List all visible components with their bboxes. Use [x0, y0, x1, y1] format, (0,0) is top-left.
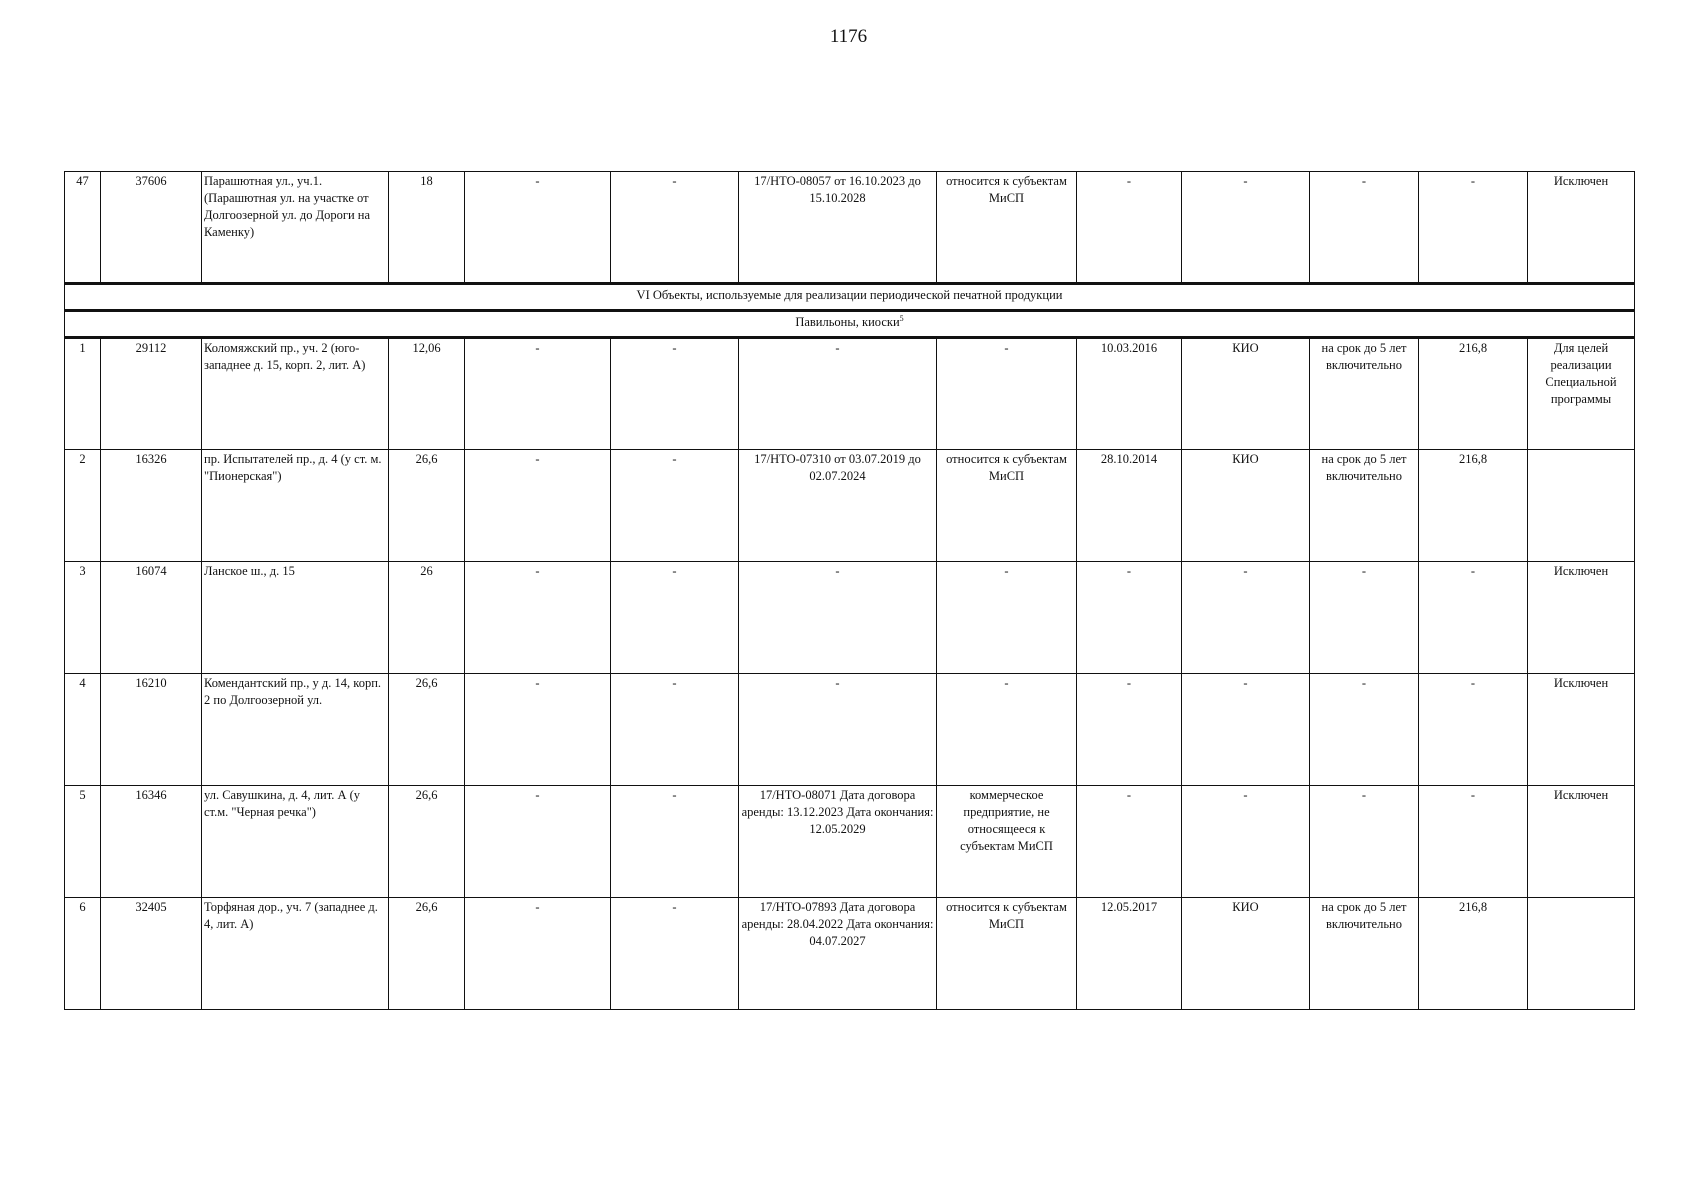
table-row [65, 338, 1635, 450]
cell-note [1528, 898, 1635, 1010]
footnote-mark: 5 [899, 314, 904, 323]
section-subtitle [65, 311, 1635, 338]
cell-category: - [937, 674, 1077, 786]
cell-code: 16346 [101, 786, 202, 898]
cell-date: - [1077, 562, 1182, 674]
cell-address: Ланское ш., д. 15 [202, 562, 389, 674]
cell-contract: - [739, 674, 937, 786]
cell-code: 16326 [101, 450, 202, 562]
cell-note: Для целей реализации Специальной программы [1528, 338, 1635, 450]
cell-category: относится к субъектам МиСП [937, 172, 1077, 284]
table-row [65, 562, 1635, 674]
cell-date: 28.10.2014 [1077, 450, 1182, 562]
page-number: 1176 [829, 26, 868, 47]
cell-contract: 17/НТО-08057 от 16.10.2023 до 15.10.2028 [739, 172, 937, 284]
cell-term: - [1310, 172, 1419, 284]
cell-fee: - [1419, 786, 1528, 898]
cell-col5: - [465, 674, 611, 786]
cell-address: пр. Испытателей пр., д. 4 (у ст. м. "Пионерская") [202, 450, 389, 562]
cell-org: - [1182, 172, 1310, 284]
cell-category: относится к субъектам МиСП [937, 898, 1077, 1010]
cell-col6: - [611, 172, 739, 284]
cell-address: Комендантский пр., у д. 14, корп. 2 по Долгоозерной ул. [202, 674, 389, 786]
cell-date: 10.03.2016 [1077, 338, 1182, 450]
cell-contract: 17/НТО-08071 Дата договора аренды: 13.12.2023 Дата окончания: 12.05.2029 [739, 786, 937, 898]
cell-area: 26,6 [389, 898, 465, 1010]
cell-org: - [1182, 786, 1310, 898]
cell-col5: - [465, 338, 611, 450]
cell-org: КИО [1182, 450, 1310, 562]
cell-term: - [1310, 786, 1419, 898]
cell-org: КИО [1182, 898, 1310, 1010]
cell-col5: - [465, 562, 611, 674]
table-row [65, 450, 1635, 562]
cell-note [1528, 450, 1635, 562]
cell-date: - [1077, 172, 1182, 284]
cell-category: - [937, 338, 1077, 450]
cell-term: - [1310, 562, 1419, 674]
section-title: VI Объекты, используемые для реализации периодической печатной продукции [65, 284, 1635, 311]
cell-fee: - [1419, 674, 1528, 786]
cell-col5: - [465, 898, 611, 1010]
cell-col6: - [611, 898, 739, 1010]
cell-fee: 216,8 [1419, 898, 1528, 1010]
cell-code: 37606 [101, 172, 202, 284]
cell-note: Исключен [1528, 172, 1635, 284]
cell-area: 26 [389, 562, 465, 674]
cell-org: - [1182, 674, 1310, 786]
cell-col6: - [611, 338, 739, 450]
registry-table [64, 171, 1635, 1010]
cell-fee: - [1419, 562, 1528, 674]
cell-date: - [1077, 786, 1182, 898]
section-subtitle-text: Павильоны, киоски [795, 315, 900, 330]
cell-number: 47 [65, 172, 101, 284]
cell-address: Парашютная ул., уч.1. (Парашютная ул. на участке от Долгоозерной ул. до Дороги на Каменку) [202, 172, 389, 284]
cell-note: Исключен [1528, 786, 1635, 898]
section-title-row [65, 284, 1635, 311]
cell-address: Торфяная дор., уч. 7 (западнее д. 4, лит. А) [202, 898, 389, 1010]
cell-contract: 17/НТО-07310 от 03.07.2019 до 02.07.2024 [739, 450, 937, 562]
cell-area: 18 [389, 172, 465, 284]
cell-note: Исключен [1528, 674, 1635, 786]
cell-date: - [1077, 674, 1182, 786]
cell-term: на срок до 5 лет включительно [1310, 338, 1419, 450]
cell-col5: - [465, 172, 611, 284]
cell-category: - [937, 562, 1077, 674]
cell-area: 26,6 [389, 674, 465, 786]
cell-fee: 216,8 [1419, 338, 1528, 450]
cell-fee: 216,8 [1419, 450, 1528, 562]
cell-term: - [1310, 674, 1419, 786]
cell-area: 12,06 [389, 338, 465, 450]
cell-number: 6 [65, 898, 101, 1010]
cell-number: 2 [65, 450, 101, 562]
cell-code: 16210 [101, 674, 202, 786]
cell-col6: - [611, 674, 739, 786]
cell-col6: - [611, 786, 739, 898]
table-row [65, 898, 1635, 1010]
cell-number: 4 [65, 674, 101, 786]
cell-col5: - [465, 450, 611, 562]
cell-category: коммерческое предприятие, не относящееся к субъектам МиСП [937, 786, 1077, 898]
cell-org: - [1182, 562, 1310, 674]
cell-note: Исключен [1528, 562, 1635, 674]
cell-number: 3 [65, 562, 101, 674]
cell-col6: - [611, 450, 739, 562]
cell-address: ул. Савушкина, д. 4, лит. А (у ст.м. "Черная речка") [202, 786, 389, 898]
cell-area: 26,6 [389, 450, 465, 562]
cell-contract: - [739, 562, 937, 674]
cell-number: 5 [65, 786, 101, 898]
cell-contract: 17/НТО-07893 Дата договора аренды: 28.04.2022 Дата окончания: 04.07.2027 [739, 898, 937, 1010]
cell-org: КИО [1182, 338, 1310, 450]
section-subtitle-row [65, 311, 1635, 338]
cell-code: 29112 [101, 338, 202, 450]
cell-area: 26,6 [389, 786, 465, 898]
cell-code: 16074 [101, 562, 202, 674]
table-row [65, 786, 1635, 898]
cell-contract: - [739, 338, 937, 450]
cell-address: Коломяжский пр., уч. 2 (юго-западнее д. 15, корп. 2, лит. А) [202, 338, 389, 450]
cell-category: относится к субъектам МиСП [937, 450, 1077, 562]
cell-term: на срок до 5 лет включительно [1310, 898, 1419, 1010]
table-row [65, 172, 1635, 284]
cell-number: 1 [65, 338, 101, 450]
cell-code: 32405 [101, 898, 202, 1010]
cell-term: на срок до 5 лет включительно [1310, 450, 1419, 562]
cell-col5: - [465, 786, 611, 898]
cell-fee: - [1419, 172, 1528, 284]
cell-date: 12.05.2017 [1077, 898, 1182, 1010]
table-row [65, 674, 1635, 786]
cell-col6: - [611, 562, 739, 674]
